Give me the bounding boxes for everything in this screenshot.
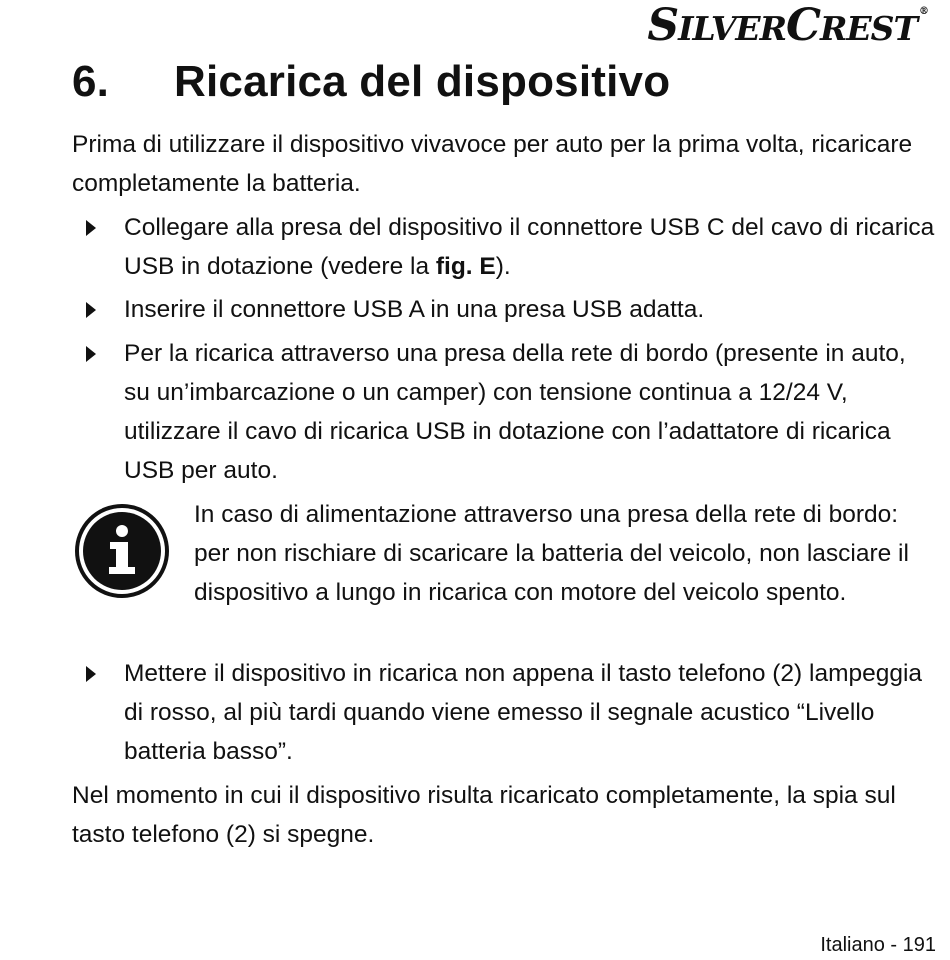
step-item bbox=[124, 208, 936, 286]
intro-paragraph: Prima di utilizzare il dispositivo vivavoce per auto per la prima volta, ricaricare completamente la batteria. bbox=[72, 131, 913, 197]
section-heading bbox=[72, 52, 670, 112]
brand-letter: S bbox=[647, 0, 679, 51]
bullet-arrow-icon bbox=[86, 666, 96, 682]
step-text: Collegare alla presa del dispositivo il connettore USB C del cavo di ricarica USB in dotazione (vedere la bbox=[124, 214, 935, 280]
brand-letters: ILVER bbox=[678, 9, 786, 48]
note-text: In caso di alimentazione attraverso una presa della rete di bordo: per non rischiare di scaricare la batteria del veicolo, non lasciare il dispositivo a lungo in ricarica con motore del veicolo spento. bbox=[194, 501, 909, 606]
brand-logo bbox=[647, 0, 928, 51]
step-text: ). bbox=[495, 253, 511, 280]
section-title: Ricarica del dispositivo bbox=[174, 57, 671, 106]
step-text: Inserire il connettore USB A in una presa USB adatta. bbox=[124, 296, 705, 323]
step-item bbox=[124, 654, 936, 771]
step-item bbox=[124, 290, 936, 329]
closing-paragraph: Nel momento in cui il dispositivo risulta ricaricato completamente, la spia sul tasto telefono (2) si spegne. bbox=[72, 782, 896, 848]
figure-reference: fig. E bbox=[435, 253, 496, 280]
step-text: Per la ricarica attraverso una presa della rete di bordo (presente in auto, su un’imbarcazione o un camper) con tensione continua a 12/24 V, utilizzare il cavo di ricarica USB in dotazione con l’adattatore di ricarica USB per auto. bbox=[124, 340, 906, 484]
bullet-arrow-icon bbox=[86, 220, 96, 236]
step-text: Mettere il dispositivo in ricarica non appena il tasto telefono (2) lampeggia di rosso, al più tardi quando viene emesso il segnale acustico “Livello batteria basso”. bbox=[124, 660, 923, 765]
bullet-arrow-icon bbox=[86, 346, 96, 362]
registered-mark: ® bbox=[919, 6, 928, 17]
info-icon bbox=[74, 503, 170, 599]
page-number: Italiano - 191 bbox=[820, 934, 936, 956]
step-item bbox=[124, 334, 936, 490]
brand-letter: C bbox=[786, 0, 821, 51]
bullet-arrow-icon bbox=[86, 302, 96, 318]
section-number: 6. bbox=[72, 57, 110, 106]
brand-letters: REST bbox=[820, 9, 917, 48]
